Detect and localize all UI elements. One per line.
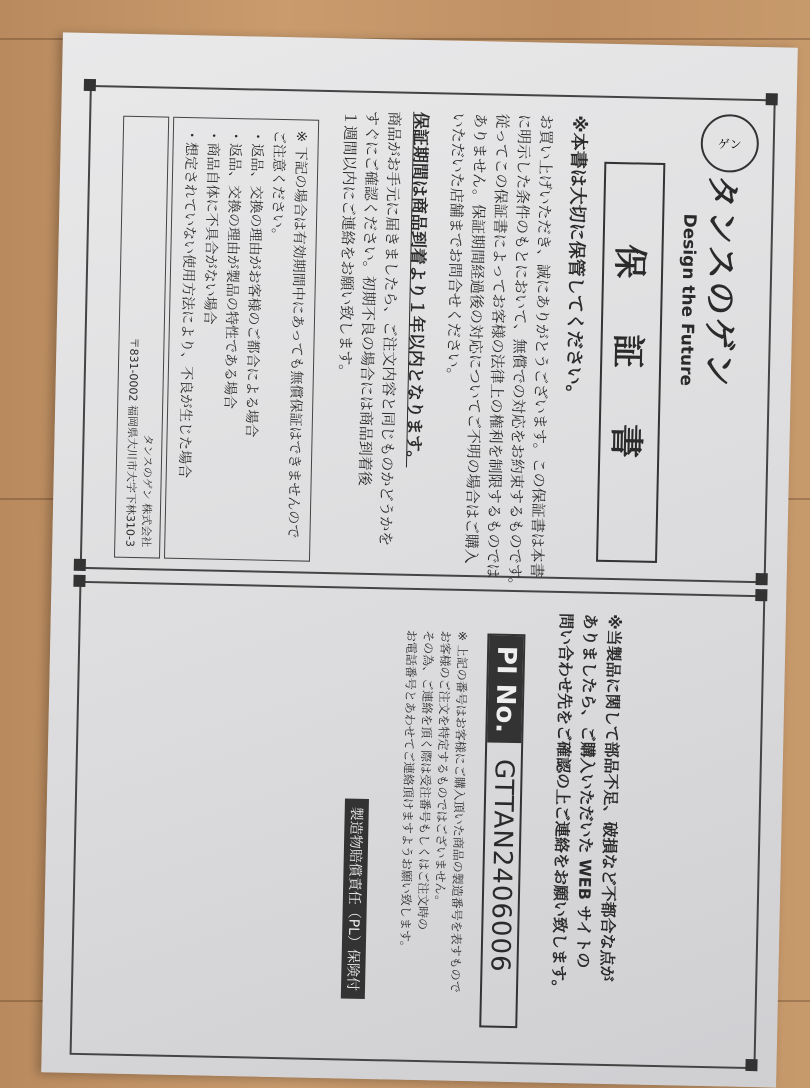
period-line: １週間以内にご連絡をお願い致します。 [335,110,360,380]
brand-tagline: Design the Future [675,213,700,387]
corner-mark [745,1059,757,1071]
warranty-period-heading: 保証期間は商品到着より１年以内となります。 [402,111,431,468]
parts-line: ※当製品に関して部品不足、破損など不都合な点が [597,613,624,982]
pi-label: PI No. [487,635,523,743]
intro-line: に明示した条件のもとにおいて、無償での対応をお約束するものです。 [505,113,534,593]
period-line: 商品がお手元に届きましたら、ご注文内容と同じものかどうかを [376,111,404,547]
pi-note [395,630,471,993]
corner-mark [73,575,85,587]
company-name: タンスのゲン 株式会社 [139,434,155,548]
brand-name: タンスのゲン [697,173,743,389]
exclusion-line: ・想定されていない使用方法により、不良が生じた場合 [175,127,199,479]
exclusions-box [164,117,319,562]
pi-note-line: お電話番号とあわせてご連絡頂けますようお願い致します。 [397,629,419,953]
parts-notice [546,613,626,997]
intro-line: いただいた店舗までお問合せください。 [443,112,468,383]
exclusion-line: ・返品、交換の理由がお客様のご都合による場合 [242,129,265,438]
warranty-card [41,32,798,1087]
corner-mark [755,589,767,601]
company-box [114,116,169,559]
corner-mark [766,93,778,105]
pi-note-line: ※ 上記の番号はお客様にご購入頂いた商品の製造番号を表すもので [447,630,470,993]
brand-emblem-text: ゲン [717,136,742,152]
intro-paragraph [437,112,557,593]
intro-line: お買い上げいただき、誠にありがとうございます。この保証書は本書 [527,114,556,578]
corner-mark [756,573,768,585]
pi-note-line: その為、ご連絡を頂く際は受注番号もしくはご注文時の [415,630,436,931]
corner-mark [74,559,86,571]
pl-insurance-badge: 製造物賠償責任（PL）保険付 [341,798,369,999]
parts-line: ありましたら、ご購入いただいた WEB サイトの [573,613,600,969]
company-address: 〒831-0002 福岡県大川市大字下林310-3 [123,337,141,548]
parts-line: 問い合わせ先をご確認の上ご連絡をお願い致します。 [548,612,576,996]
exclusion-line: ・商品自体に不具合がない場合 [200,128,221,325]
keep-notice: ※本書は大切に保管してください。 [562,115,590,403]
brand-block [697,174,750,389]
exclusion-line: ご注意ください。 [268,129,287,243]
pl-badge-block [341,798,369,999]
title-block [596,162,665,563]
page-title: 保 証 書 [596,162,665,563]
period-paragraph [330,110,405,546]
pi-value: GTTAN2406006 [484,758,519,973]
tagline-block [676,213,700,386]
intro-line: ありません。保証期間経過後の対応についてご不明の場合はご購入 [461,112,490,564]
pi-note-line: お客様のご注文を特定するものではございません。 [432,630,453,908]
intro-line: 従ってこの保証書によってお客様の法律上の権利を制限するものでは [483,113,512,579]
exclusion-line: ※ 下記の場合は有効期間中にあっても無償保証はできませんので [284,130,309,539]
corner-mark [84,79,96,91]
exclusion-line: ・返品、交換の理由が製品の特性である場合 [221,128,243,410]
period-line: すぐにご確認ください。初期不良の場合には商品到着後 [355,110,382,487]
